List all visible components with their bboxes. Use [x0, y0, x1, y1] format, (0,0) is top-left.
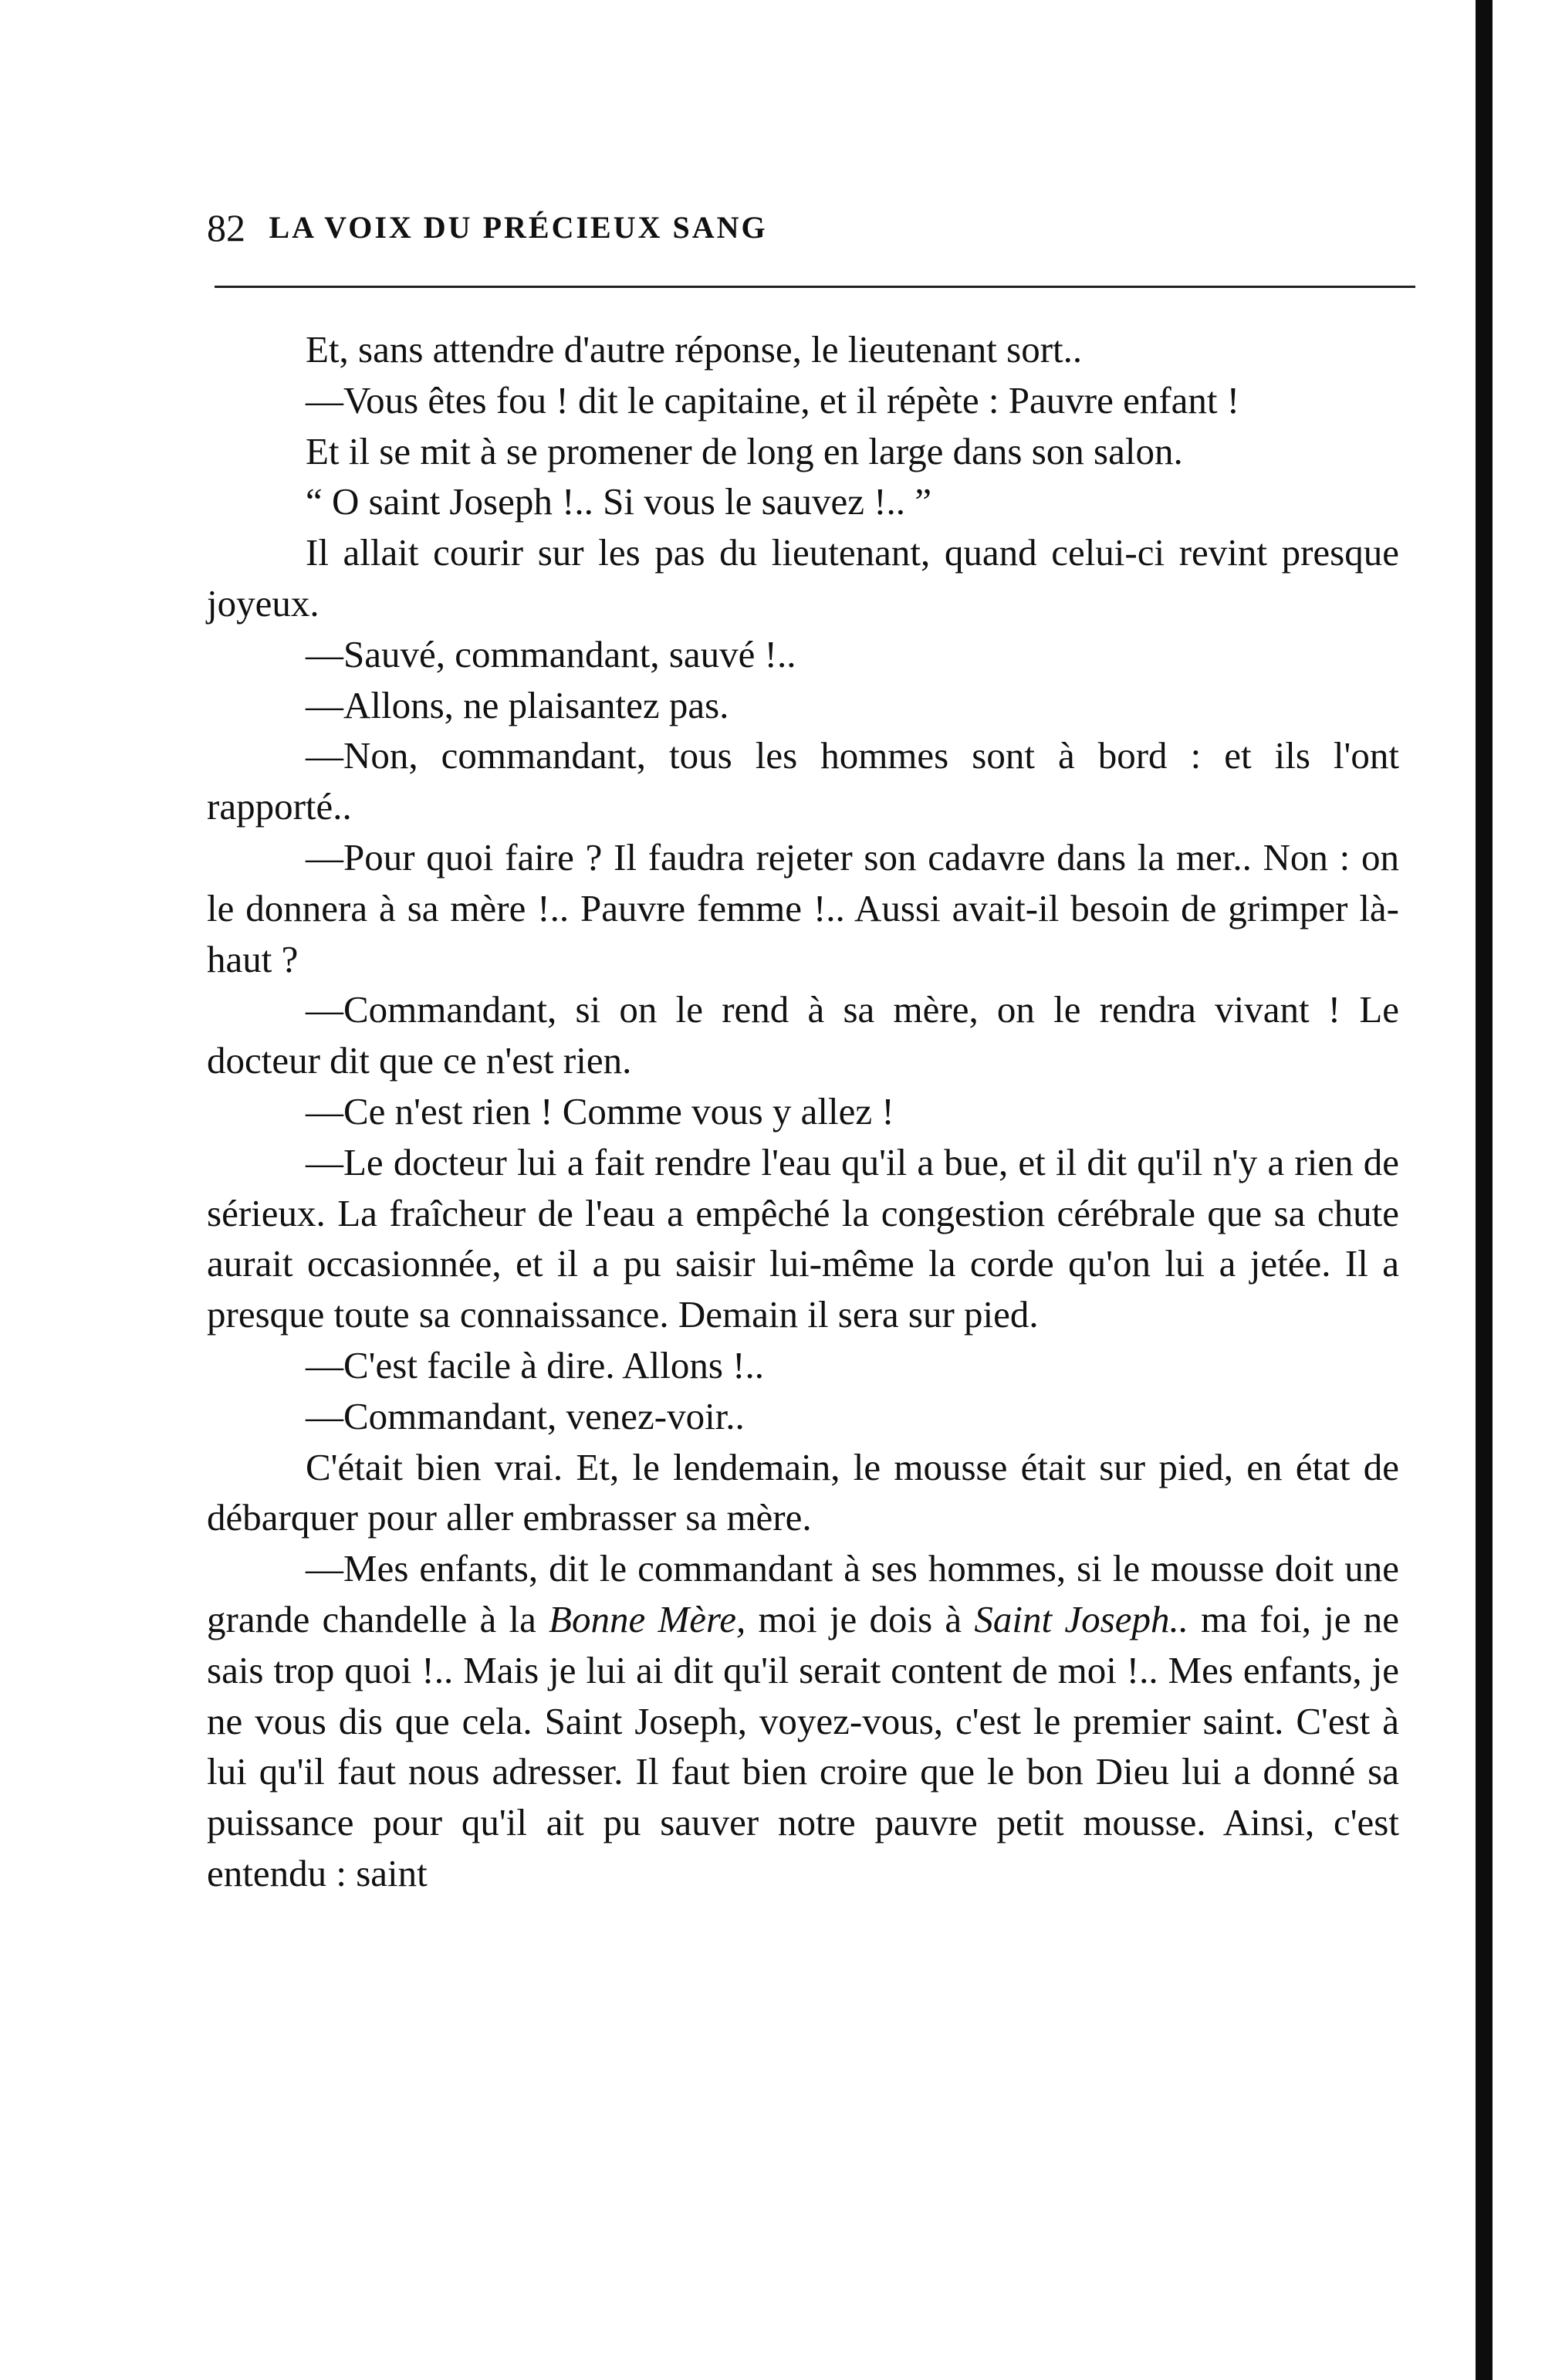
- page-number: 82: [207, 206, 245, 249]
- paragraph-15: C'était bien vrai. Et, le lendemain, le mousse était sur pied, en état de débarquer pour aller embrasser sa mère.: [207, 1445, 1399, 1539]
- paragraph-9: —Pour quoi faire ? Il faudra rejeter son cadavre dans la mer.. Non : on le donnera à sa mère !.. Pauvre femme !.. Aussi avait-il besoin de grimper là-haut ?: [207, 835, 1399, 980]
- paragraph-13: —C'est facile à dire. Allons !..: [306, 1343, 764, 1386]
- running-header: [207, 193, 1380, 262]
- paragraph-14: —Commandant, venez-voir..: [306, 1394, 745, 1437]
- paragraph-1: Et, sans attendre d'autre réponse, le lieutenant sort..: [306, 328, 1083, 371]
- paragraph-16: —Mes enfants, dit le commandant à ses hommes, si le mousse doit une grande chandelle à la Bonne Mère, moi je dois à Saint Joseph.. ma foi, je ne sais trop quoi !.. Mais je lui ai dit qu'il serait content de moi !.. Mes enfants, je ne vous dis que cela. Saint Joseph, voyez-vous, c'est le premier saint. C'est à lui qu'il faut nous adresser. Il faut bien croire que le bon Dieu lui a donné sa puissance pour qu'il ait pu sauver notre pauvre petit mousse. Ainsi, c'est entendu : saint: [207, 1547, 1400, 1894]
- body-text: [207, 324, 1399, 1899]
- paragraph-4: “ O saint Joseph !.. Si vous le sauvez !.. ”: [306, 480, 932, 523]
- paragraph-12: —Le docteur lui a fait rendre l'eau qu'il a bue, et il dit qu'il n'y a rien de sérieux. La fraîcheur de l'eau a empêché la congestion cérébrale que sa chute aurait occasionnée, et il a pu saisir lui-même la corde qu'on lui a jetée. Il a presque toute sa connaissance. Demain il sera sur pied.: [207, 1140, 1399, 1336]
- paragraph-10: —Commandant, si on le rend à sa mère, on le rendra vivant ! Le docteur dit que ce n'est rien.: [207, 988, 1399, 1082]
- paragraph-5: Il allait courir sur les pas du lieutenant, quand celui-ci revint presque joyeux.: [207, 531, 1399, 625]
- header-rule: [215, 286, 1415, 288]
- paragraph-3: Et il se mit à se promener de long en large dans son salon.: [306, 429, 1183, 472]
- paragraph-2: —Vous êtes fou ! dit le capitaine, et il répète : Pauvre enfant !: [306, 378, 1240, 421]
- italic-bonne-mere: Bonne Mère,: [549, 1597, 746, 1640]
- paragraph-11: —Ce n'est rien ! Comme vous y allez !: [306, 1089, 894, 1132]
- paragraph-7: —Allons, ne plaisantez pas.: [306, 683, 729, 726]
- italic-saint-joseph: Saint Joseph..: [974, 1597, 1188, 1640]
- running-head-title: LA VOIX DU PRÉCIEUX SANG: [269, 210, 768, 245]
- paragraph-8: —Non, commandant, tous les hommes sont à bord : et ils l'ont rapporté..: [207, 734, 1399, 828]
- paragraph-6: —Sauvé, commandant, sauvé !..: [306, 632, 796, 675]
